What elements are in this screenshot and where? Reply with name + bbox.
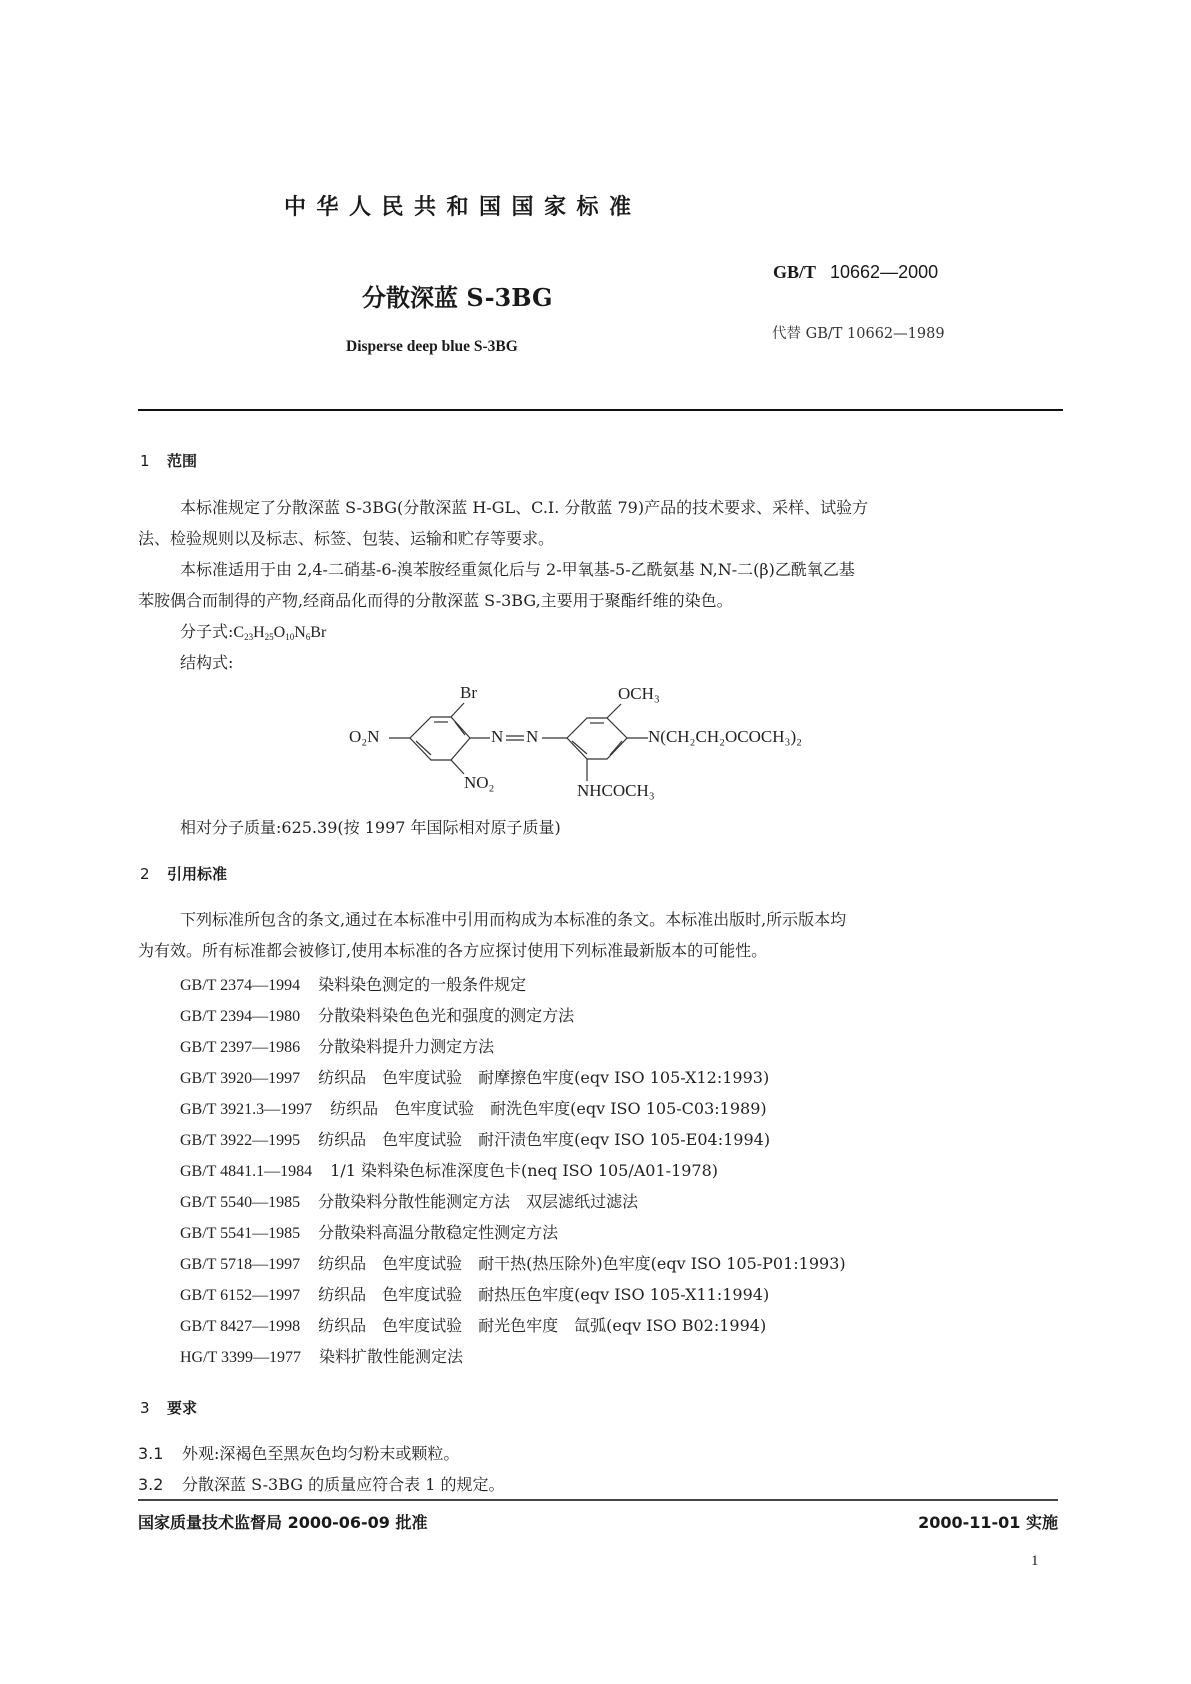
reference-item: [180, 1251, 846, 1274]
structure-right-group: N(CH₂CH₂OCOCH₃)₂: [648, 727, 803, 746]
section-number: 3: [140, 1399, 150, 1417]
footer-divider: [138, 1499, 1058, 1501]
reference-title: 分散染料高温分散稳定性测定方法: [318, 1223, 559, 1242]
reference-item: [180, 1344, 463, 1367]
formula-n-count: 6: [305, 632, 311, 642]
reference-code: GB/T 2374—1994: [180, 977, 301, 994]
reference-title: 纺织品 色牢度试验 耐热压色牢度(eqv ISO 105-X11:1994): [318, 1285, 770, 1304]
section-2-heading: [140, 863, 227, 884]
document-title-cn: 分散深蓝 S-3BG: [362, 283, 553, 312]
standard-prefix: GB/T: [773, 262, 817, 282]
standard-number: [773, 262, 938, 283]
formula-label: 分子式:: [180, 622, 234, 641]
reference-title: 分散染料染色色光和强度的测定方法: [318, 1006, 575, 1025]
reference-code: GB/T 5540—1985: [180, 1194, 301, 1211]
requirement-number: 3.1: [138, 1444, 164, 1463]
paragraph-line: 苯胺偶合而制得的产物,经商品化而得的分散深蓝 S-3BG,主要用于聚酯纤维的染色。: [138, 591, 733, 610]
structure-bottom-right-group: NHCOCH₃: [577, 781, 655, 800]
section-1-heading: [140, 450, 197, 471]
formula-c-count: 23: [244, 632, 254, 642]
approval-info: 国家质量技术监督局 2000-06-09 批准: [138, 1513, 428, 1532]
reference-title: 染料扩散性能测定法: [319, 1347, 464, 1366]
reference-code: GB/T 5718—1997: [180, 1256, 301, 1273]
reference-code: HG/T 3399—1977: [180, 1349, 302, 1366]
reference-code: GB/T 6152—1997: [180, 1287, 301, 1304]
reference-item: [180, 1065, 769, 1088]
reference-code: GB/T 3921.3—1997: [180, 1101, 313, 1118]
paragraph-line: 下列标准所包含的条文,通过在本标准中引用而构成为本标准的条文。本标准出版时,所示版本均: [180, 910, 847, 929]
requirement-number: 3.2: [138, 1475, 164, 1494]
reference-title: 染料染色测定的一般条件规定: [318, 975, 527, 994]
document-title-en: Disperse deep blue S-3BG: [346, 338, 518, 355]
section-title: 引用标准: [167, 865, 228, 883]
national-standard-heading: 中华人民共和国国家标准: [284, 195, 642, 220]
requirement-text: 外观:深褐色至黑灰色均匀粉末或颗粒。: [182, 1444, 460, 1463]
paragraph-line: 本标准适用于由 2,4-二硝基-6-溴苯胺经重氮化后与 2-甲氧基-5-乙酰氨基 N,N-二(β)乙酰氧乙基: [180, 560, 855, 579]
paragraph-line: 为有效。所有标准都会被修订,使用本标准的各方应探讨使用下列标准最新版本的可能性。: [138, 941, 768, 960]
requirement-item: [138, 1469, 505, 1500]
molecular-mass: 相对分子质量:625.39(按 1997 年国际相对原子质量): [180, 818, 561, 837]
reference-code: GB/T 2394—1980: [180, 1008, 301, 1025]
reference-item: [180, 972, 526, 995]
header-divider: [138, 409, 1063, 411]
reference-item: [180, 1127, 770, 1150]
formula-o-count: 10: [285, 632, 295, 642]
reference-code: GB/T 3920—1997: [180, 1070, 301, 1087]
reference-title: 分散染料分散性能测定方法 双层滤纸过滤法: [318, 1192, 639, 1211]
reference-title: 纺织品 色牢度试验 耐汗渍色牢度(eqv ISO 105-E04:1994): [318, 1130, 771, 1149]
requirement-item: [138, 1438, 459, 1469]
replaces-standard: 代替 GB/T 10662—1989: [772, 326, 945, 342]
reference-title: 纺织品 色牢度试验 耐洗色牢度(eqv ISO 105-C03:1989): [330, 1099, 767, 1118]
standard-number-value: 10662—2000: [830, 262, 939, 282]
structure-label: 结构式:: [180, 653, 234, 672]
reference-item: [180, 1158, 718, 1181]
reference-code: GB/T 2397—1986: [180, 1039, 301, 1056]
formula-tail: Br: [310, 624, 327, 641]
reference-title: 纺织品 色牢度试验 耐干热(热压除外)色牢度(eqv ISO 105-P01:1993): [318, 1254, 846, 1273]
reference-code: GB/T 3922—1995: [180, 1132, 301, 1149]
reference-item: [180, 1096, 767, 1119]
section-3-heading: [140, 1397, 197, 1418]
structure-bottom-left-group: NO₂: [464, 773, 495, 792]
reference-title: 纺织品 色牢度试验 耐摩擦色牢度(eqv ISO 105-X12:1993): [318, 1068, 770, 1087]
section-number: 2: [140, 865, 150, 883]
reference-code: GB/T 4841.1—1984: [180, 1163, 313, 1180]
reference-item: [180, 1282, 769, 1305]
reference-item: [180, 1003, 574, 1026]
structure-top-right-group: OCH₃: [618, 684, 660, 703]
paragraph-line: 法、检验规则以及标志、标签、包装、运输和贮存等要求。: [138, 529, 555, 548]
reference-title: 分散染料提升力测定方法: [318, 1037, 495, 1056]
reference-item: [180, 1034, 494, 1057]
effective-date: 2000-11-01 实施: [918, 1513, 1058, 1532]
page-number: 1: [1031, 1553, 1039, 1569]
reference-title: 纺织品 色牢度试验 耐光色牢度 氙弧(eqv ISO B02:1994): [318, 1316, 767, 1335]
formula-h-count: 25: [264, 632, 274, 642]
requirement-text: 分散深蓝 S-3BG 的质量应符合表 1 的规定。: [182, 1475, 505, 1494]
molecular-formula: 分子式$:C_{23}H_{25}O_{10}N_6Br$: [180, 622, 327, 642]
structure-azo-n2: N: [526, 727, 539, 746]
structure-top-left-group: Br: [460, 683, 477, 702]
paragraph-line: 本标准规定了分散深蓝 S-3BG(分散深蓝 H-GL、C.I. 分散蓝 79)产品的技术要求、采样、试验方: [180, 498, 869, 517]
reference-item: [180, 1189, 638, 1212]
reference-code: GB/T 8427—1998: [180, 1318, 301, 1335]
structure-azo-n1: N: [491, 727, 504, 746]
section-title: 范围: [167, 452, 198, 470]
reference-item: [180, 1313, 766, 1336]
structure-left-group: O₂N: [349, 727, 380, 746]
section-number: 1: [140, 452, 150, 470]
reference-item: [180, 1220, 558, 1243]
reference-code: GB/T 5541—1985: [180, 1225, 301, 1242]
reference-title: 1/1 染料染色标准深度色卡(neq ISO 105/A01-1978): [330, 1161, 719, 1180]
section-title: 要求: [167, 1399, 198, 1417]
